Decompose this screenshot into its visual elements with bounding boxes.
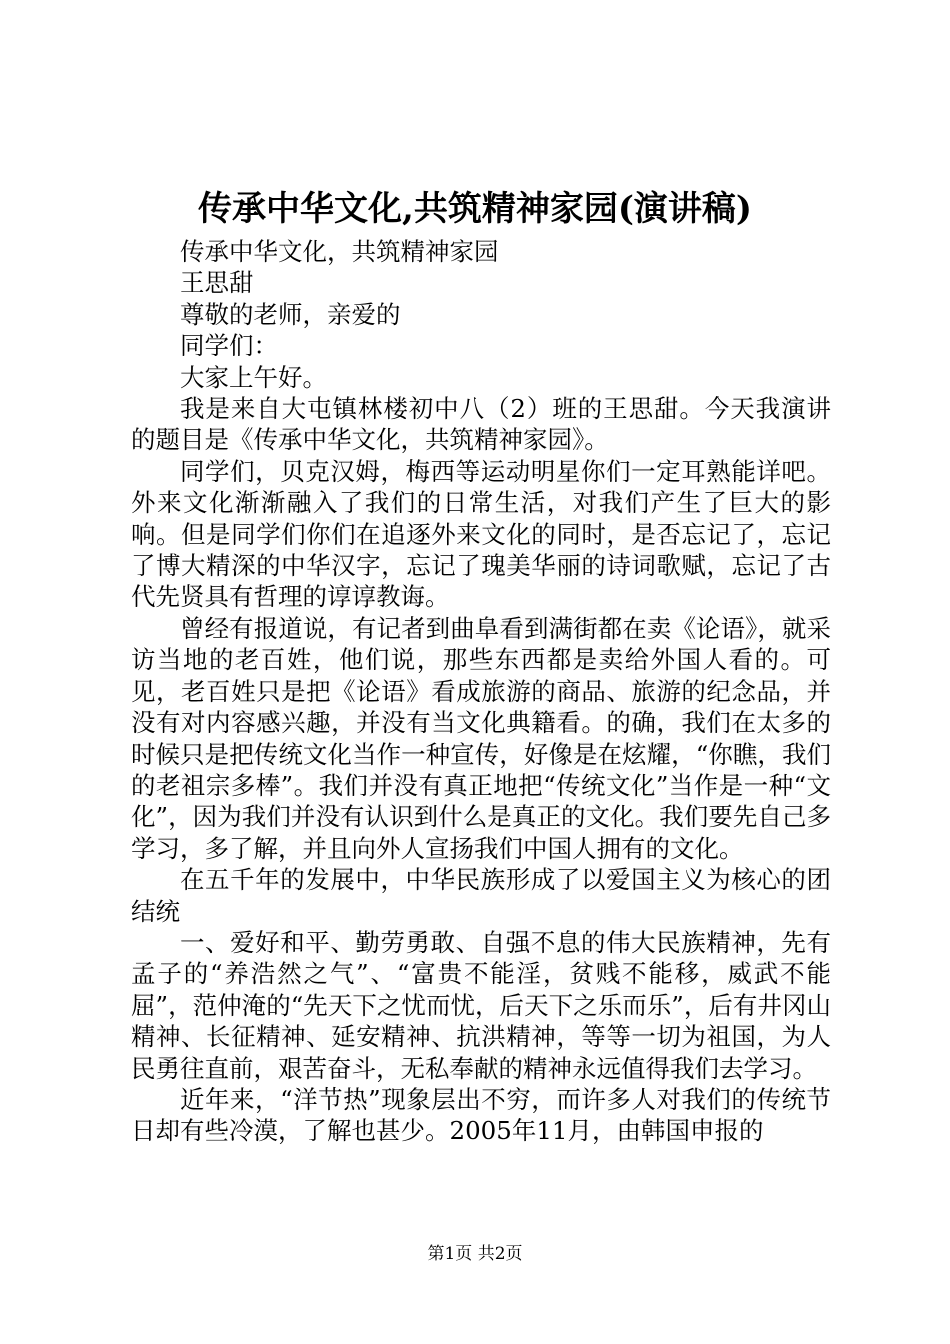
speech-title: 传承中华文化，共筑精神家园 [180,237,499,266]
paragraph: 在五千年的发展中，中华民族形成了以爱国主义为核心的团结统 [131,865,831,926]
paragraph: 曾经有报道说，有记者到曲阜看到满街都在卖《论语》，就采访当地的老百姓，他们说，那些东西都是卖给外国人看的。可见，老百姓只是把《论语》看成旅游的商品、旅游的纪念品，并没有对内容感兴趣，并没有当文化典籍看。的确，我们在太多的时候只是把传统文化当作一种宣传，好像是在炫耀，“你瞧，我们的老祖宗多棒”。我们并没有真正地把“传统文化”当作是一种“文化”，因为我们并没有认识到什么是真正的文化。我们要先自己多学习，多了解，并且向外人宣扬我们中国人拥有的文化。 [131,613,831,863]
salutation-line-1: 尊敬的老师，亲爱的 [180,299,401,329]
document-body [131,236,831,1147]
paragraph: 同学们，贝克汉姆，梅西等运动明星你们一定耳熟能详吧。外来文化渐渐融入了我们的日常生活，对我们产生了巨大的影响。但是同学们你们在追逐外来文化的同时，是否忘记了，忘记了博大精深的中华汉字，忘记了瑰美华丽的诗词歌赋，忘记了古代先贤具有哲理的谆谆教诲。 [131,456,831,612]
page-footer: 第1页 共2页 [427,1244,523,1264]
paragraph: 近年来，“洋节热”现象层出不穷，而许多人对我们的传统节日却有些冷漠，了解也甚少。2005年11月，由韩国申报的 [131,1084,831,1146]
document-title: 传承中华文化,共筑精神家园(演讲稿) [197,189,752,229]
paragraph: 我是来自大屯镇林楼初中八（2）班的王思甜。今天我演讲的题目是《传承中华文化，共筑精神家园》。 [131,394,831,455]
salutation-line-2: 同学们： [180,331,278,361]
author-name: 王思甜 [180,268,254,298]
paragraph: 一、爱好和平、勤劳勇敢、自强不息的伟大民族精神，先有孟子的“养浩然之气”、“富贵不能淫，贫贱不能移，威武不能屈”，范仲淹的“先天下之忧而忧，后天下之乐而乐”，后有井冈山精神、长征精神、延安精神、抗洪精神，等等一切为祖国，为人民勇往直前，艰苦奋斗，无私奉献的精神永远值得我们去学习。 [131,927,831,1083]
greeting: 大家上午好。 [180,362,327,392]
